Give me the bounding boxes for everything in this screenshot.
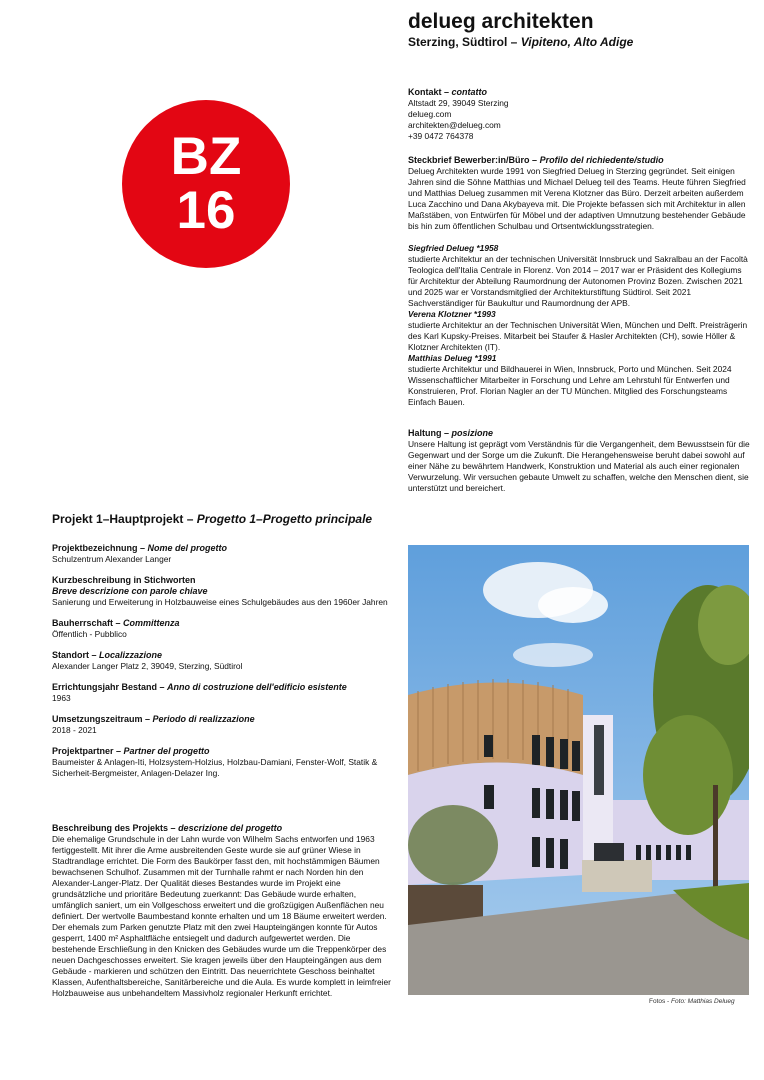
person-bio: studierte Architektur und Bildhauerei in Wien, Innsbruck, Porto und München. Seit 2024 Wissenschaftlicher Mitarbeiter in Forschung und Lehre am Lehrstuhl für Entwerfen und Konstruieren, Prof. Florian Nagler an der TU München. Mitglied des Forschungsteams Einfach Bauen. — [408, 364, 732, 407]
badge-line-2: 16 — [176, 181, 236, 240]
project-fields — [52, 543, 392, 785]
project-title: Projekt 1–Hauptprojekt – Progetto 1–Progetto principale — [52, 512, 373, 526]
person-name: Matthias Delueg *1991 — [408, 353, 497, 363]
contact-heading: Kontakt – contatto — [408, 87, 488, 97]
person-name: Siegfried Delueg *1958 — [408, 243, 499, 253]
contact-email[interactable]: architekten@delueg.com — [408, 120, 501, 130]
field-location: Standort – Localizzazione Alexander Langer Platz 2, 39049, Sterzing, Südtirol — [52, 650, 243, 671]
project-photo — [408, 545, 749, 995]
firm-location-it: Vipiteno, Alto Adige — [520, 35, 634, 49]
field-period: Umsetzungszeitraum – Periodo di realizzazione 2018 - 2021 — [52, 714, 255, 735]
bz16-badge — [122, 100, 290, 268]
person-bio: studierte Architektur an der Technischen Universität Wien, München und Delft. Preisträgerin des Karl Kupsky-Preises. Mitarbeit bei Staufer & Hasler Architekten (CH), sowie Höller & Klotzner Architekten (IT). — [408, 320, 748, 352]
firm-name: delueg architekten — [408, 10, 594, 33]
contact-address: Altstadt 29, 39049 Sterzing — [408, 98, 509, 108]
profile-section — [408, 155, 750, 408]
field-description: Kurzbeschreibung in Stichworten Breve descrizione con parole chiave Sanierung und Erweiterung in Holzbauweise eines Schulgebäudes aus den 1960er Jahren — [52, 575, 388, 607]
school-building-illustration — [408, 545, 749, 995]
field-partners: Projektpartner – Partner del progetto Baumeister & Anlagen-Iti, Holzsystem-Holzius, Holzbau-Damiani, Fenster-Wolf, Statik & Sicherheit-Bergmeister, Anlagen-Delazer Ing. — [52, 746, 378, 778]
stance-section — [408, 428, 750, 494]
firm-location-de: Sterzing, Südtirol – — [408, 35, 518, 49]
field-client: Bauherrschaft – Committenza Öffentlich - Pubblico — [52, 618, 180, 639]
contact-section — [408, 87, 750, 142]
contact-phone: +39 0472 764378 — [408, 131, 474, 141]
badge-line-1: BZ — [170, 127, 242, 186]
person-bio: studierte Architektur an der technischen Universität Innsbruck und Sakralbau an der Facoltà Teologica dell'Italia Centrale in Florenz. Von 2014 – 2017 war er Präsident des Kollegiums für Architektur der Abteilung Raumordnung der Autonomen Provinz Bozen. Zwischen 2021 und 2025 war er Vorstandsmitglied der Architekturstiftung Südtirol. Seit 2021 Sachverständiger für Baukultur und Raumordnung der APB. — [408, 254, 748, 308]
stance-heading: Haltung – posizione — [408, 428, 494, 438]
firm-location — [408, 35, 633, 49]
contact-website[interactable]: delueg.com — [408, 109, 452, 119]
photo-credit: Fotos - Foto: Matthias Delueg — [649, 998, 735, 1005]
profile-intro: Delueg Architekten wurde 1991 von Siegfried Delueg in Sterzing gegründet. Seit einigen Jahren sind die Söhne Matthias und Michael Delueg teil des Teams. Heute führen Siegfried und Matthias Delueg zusammen mit Verena Klotzner das Büro. Derzeit arbeiten außerdem Luca Zacchino und Dana Akybayeva mit. Die Projekte befassen sich mit Architektur in allen Maßstäben, von Entwürfen für Möbel und der adaptiven Umnutzung bestehender Gebäude bis hin zum öffentlichen Schulbau und Ortsentwicklungsstrategien. — [408, 166, 746, 231]
field-year-built: Errichtungsjahr Bestand – Anno di costruzione dell'edificio esistente 1963 — [52, 682, 347, 703]
person-name: Verena Klotzner *1993 — [408, 309, 496, 319]
profile-heading: Steckbrief Bewerber:in/Büro – Profilo del richiedente/studio — [408, 155, 664, 165]
stance-text: Unsere Haltung ist geprägt vom Verständnis für die Vergangenheit, dem Bewusstsein für die Gegenwart und der Sorge um die Zukunft. Die Herangehensweise beruht dabei sowohl auf einer Nähe zu bewährtem Handwerk, Konstruktion und Material als auch einer regionalen Verwurzelung. Wir versuchen gebaute Umwelt zu schaffen, welche den Menschen dient, sie unterstützt und bereichert. — [408, 439, 750, 493]
project-description: Beschreibung des Projekts – descrizione del progetto Die ehemalige Grundschule in der Lahn wurde von Wilhelm Sachs entworfen und 1963 fertiggestellt. Mit ihrer die Arme ausbreitenden Geste wurde sie auf grüner Wiese in Stadtrandlage errichtet. Die Form des Baukörper fasst den, mit hochstämmigen Bäumen bewachsenen Schulhof. Zusammen mit der Turnhalle rahmt er nach Norden hin den Alexander-Langer-Platz. Der Qualität dieses Bestandes wurde im Projekt eine grundsätzliche und prioritäre Bedeutung zuerkannt: Das Gebäude wurde erhalten, umfänglich saniert, um ein Vollgeschoss erweitert und die großzügigen Außenflächen neu definiert. Der wertvolle Baumbestand konnte erhalten und um 18 Bäume erweitert werden. Der ehemals zum Parken genutzte Platz mit den zwei Haupteingängen konnte für Autos gesperrt, 1400 m² Asphaltfläche entsiegelt und dadurch aufgewertet werden. Die bestehende Erschließung in den Knicken des Gebäudes wurde um die Treppenkörper des neuen Dachgeschosses erweitert. Sie kragen jeweils über den Haupteingängen aus dem Gebäude - markieren und schützen den Eintritt. Das neuerrichtete Geschoss beinhaltet Klassen, Aufenthaltsbereiche, Sanitärbereiche und die Aula. Es wurde komplett in leimfreier Holzbauweise aus unbehandeltem Massivholz regionaler Herkunft errichtet. — [52, 823, 391, 998]
field-name: Projektbezeichnung – Nome del progetto Schulzentrum Alexander Langer — [52, 543, 228, 564]
